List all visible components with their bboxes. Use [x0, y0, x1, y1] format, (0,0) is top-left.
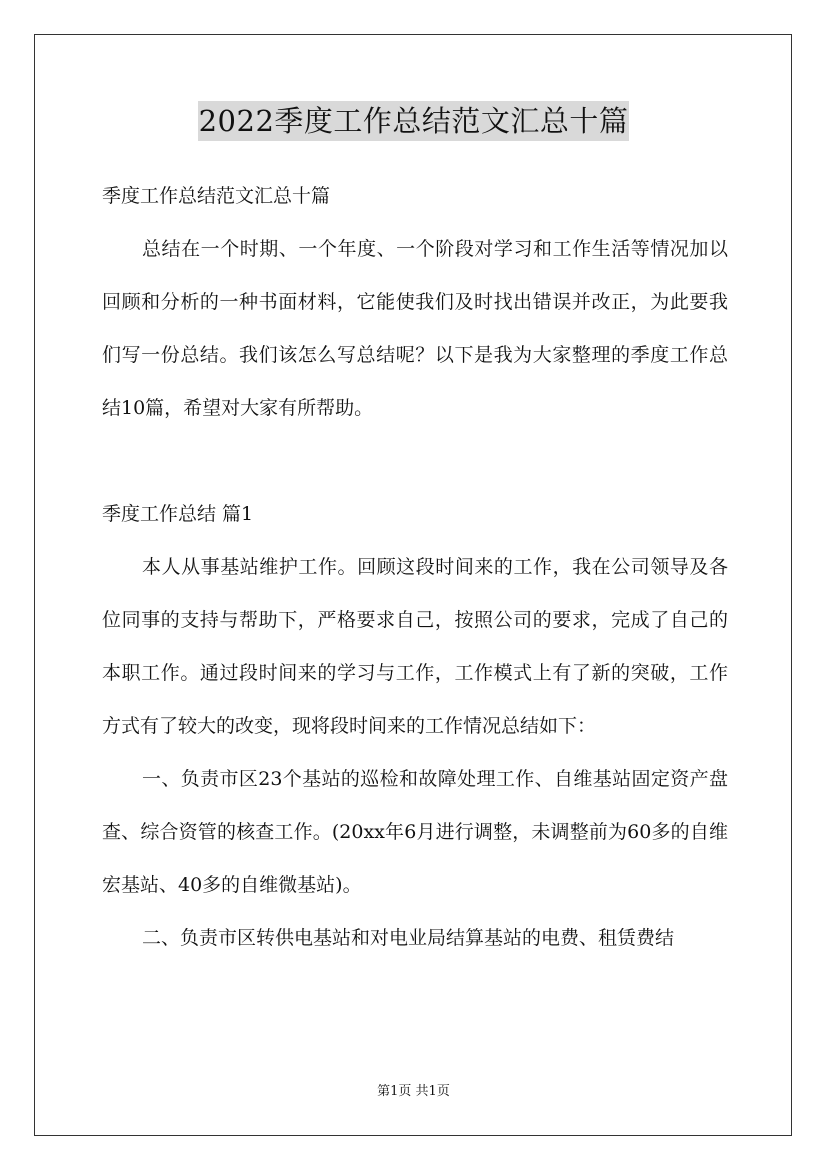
intro-heading: 季度工作总结范文汇总十篇	[102, 185, 331, 207]
page-footer	[0, 1083, 827, 1101]
document-body	[102, 170, 728, 965]
page-number: 第1页 共1页	[377, 1084, 450, 1099]
document-title: 2022季度工作总结范文汇总十篇	[198, 101, 630, 141]
section-spacer	[102, 435, 728, 488]
section-paragraph: 本人从事基站维护工作。回顾这段时间来的工作，我在公司领导及各位同事的支持与帮助下，严格要求自己，按照公司的要求，完成了自己的本职工作。通过段时间来的学习与工作，工作模式上有了新的突破，工作方式有了较大的改变，现将段时间来的工作情况总结如下：	[102, 556, 728, 737]
section-paragraph: 二、负责市区转供电基站和对电业局结算基站的电费、租赁费结	[142, 927, 675, 949]
section-paragraph: 一、负责市区23个基站的巡检和故障处理工作、自维基站固定资产盘查、综合资管的核查工作。(20xx年6月进行调整，未调整前为60多的自维宏基站、40多的自维微基站)。	[102, 768, 728, 896]
title-container	[0, 101, 827, 141]
section-heading: 季度工作总结 篇1	[102, 503, 254, 525]
intro-paragraph: 总结在一个时期、一个年度、一个阶段对学习和工作生活等情况加以回顾和分析的一种书面材料，它能使我们及时找出错误并改正，为此要我们写一份总结。我们该怎么写总结呢？以下是我为大家整理的季度工作总结10篇，希望对大家有所帮助。	[102, 238, 728, 419]
